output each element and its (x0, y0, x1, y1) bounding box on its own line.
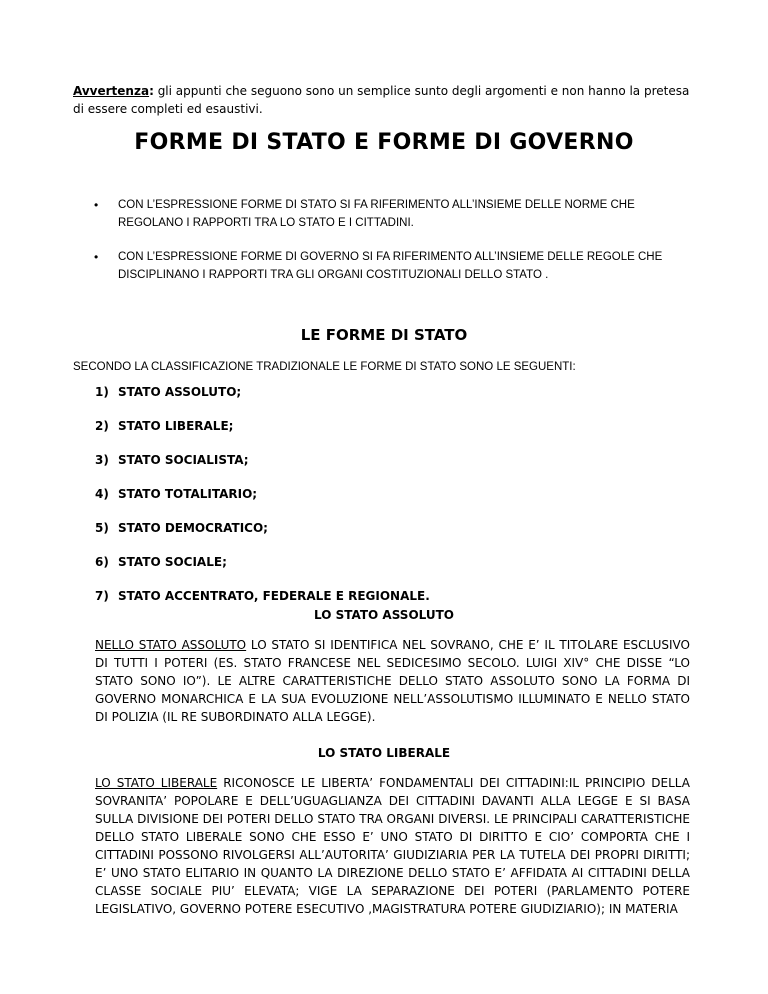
forms-list (95, 385, 430, 623)
list-number: 4) (95, 487, 109, 501)
list-number: 7) (95, 589, 109, 603)
bullet-dot: • (94, 250, 99, 264)
list-number: 6) (95, 555, 109, 569)
liberale-title: LO STATO LIBERALE (317, 746, 451, 760)
assoluto-paragraph (95, 636, 690, 726)
bullet-item (94, 196, 694, 232)
assoluto-title: LO STATO ASSOLUTO (314, 608, 454, 622)
intro-text: SECONDO LA CLASSIFICAZIONE TRADIZIONALE LE FORME DI STATO SONO LE SEGUENTI: (73, 361, 576, 373)
list-number: 1) (95, 385, 109, 399)
list-item (95, 589, 430, 603)
warning-colon: : (149, 84, 154, 98)
assoluto-text: LO STATO SI IDENTIFICA NEL SOVRANO, CHE E’ IL TITOLARE ESCLUSIVO DI TUTTI I POTERI (ES. STATO FRANCESE NEL SEDICESIMO SECOLO. LUIGI XIV° CHE DISSE “LO STATO SONO IO”). LE ALTRE CARATTERISTICHE DELLO STATO ASSOLUTO SONO LA FORMA DI GOVERNO MONARCHICA E LA SUA EVOLUZIONE NELL’ASSOLUTISMO ILLUMINATO E NELLO STATO DI POLIZIA (IL RE SUBORDINATO ALLA LEGGE). (95, 638, 690, 724)
list-text: STATO DEMOCRATICO; (118, 521, 268, 535)
assoluto-lead: NELLO STATO ASSOLUTO (95, 638, 247, 652)
warning-text: gli appunti che seguono sono un semplice sunto degli argomenti e non hanno la pretesa di essere completi ed esaustivi. (73, 84, 690, 116)
list-item (95, 453, 430, 467)
list-number: 2) (95, 419, 109, 433)
list-text: STATO TOTALITARIO; (118, 487, 258, 501)
warning-label: Avvertenza (73, 84, 150, 98)
list-number: 3) (95, 453, 109, 467)
list-text: STATO ACCENTRATO, FEDERALE E REGIONALE. (118, 589, 430, 603)
warning-note (73, 82, 703, 118)
main-title: FORME DI STATO E FORME DI GOVERNO (134, 130, 634, 155)
bullet-dot: • (94, 198, 99, 212)
bullet-text: CON L’ESPRESSIONE FORME DI STATO SI FA RIFERIMENTO ALL’INSIEME DELLE NORME CHE REGOLANO I RAPPORTI TRA LO STATO E I CITTADINI. (118, 199, 635, 229)
bullet-item (94, 248, 694, 284)
liberale-lead: LO STATO LIBERALE (95, 776, 218, 790)
liberale-paragraph (95, 774, 690, 918)
definition-bullets (94, 196, 694, 300)
list-item (95, 487, 430, 501)
list-number: 5) (95, 521, 109, 535)
list-text: STATO ASSOLUTO; (118, 385, 242, 399)
list-item (95, 385, 430, 399)
list-text: STATO LIBERALE; (118, 419, 234, 433)
list-text: STATO SOCIALISTA; (118, 453, 249, 467)
liberale-text: RICONOSCE LE LIBERTA’ FONDAMENTALI DEI CITTADINI:IL PRINCIPIO DELLA SOVRANITA’ POPOLARE E DELL’UGUAGLIANZA DEI CITTADINI DAVANTI ALLA LEGGE E SI BASA SULLA DIVISIONE DEI POTERI DELLO STATO TRA ORGANI DIVERSI. LE PRINCIPALI CARATTERISTICHE DELLO STATO LIBERALE SONO CHE ESSO E’ UNO STATO DI DIRITTO E CIO’ COMPORTA CHE I CITTADINI POSSONO RIVOLGERSI ALL’AUTORITA’ GIUDIZIARIA PER LA TUTELA DEI PROPRI DIRITTI; E’ UNO STATO ELITARIO IN QUANTO LA DIREZIONE DELLO STATO E’ AFFIDATA AI CITTADINI DELLA CLASSE SOCIALE PIU’ ELEVATA; VIGE LA SEPARAZIONE DEI POTERI (PARLAMENTO POTERE LEGISLATIVO, GOVERNO POTERE ESECUTIVO ,MAGISTRATURA POTERE GIUDIZIARIO); IN MATERIA (95, 776, 690, 916)
list-item (95, 521, 430, 535)
list-item (95, 555, 430, 569)
list-text: STATO SOCIALE; (118, 555, 227, 569)
section-title: LE FORME DI STATO (300, 326, 468, 344)
bullet-text: CON L’ESPRESSIONE FORME DI GOVERNO SI FA RIFERIMENTO ALL’INSIEME DELLE REGOLE CHE DISCIPLINANO I RAPPORTI TRA GLI ORGANI COSTITUZIONALI DELLO STATO . (118, 251, 663, 281)
list-item (95, 419, 430, 433)
